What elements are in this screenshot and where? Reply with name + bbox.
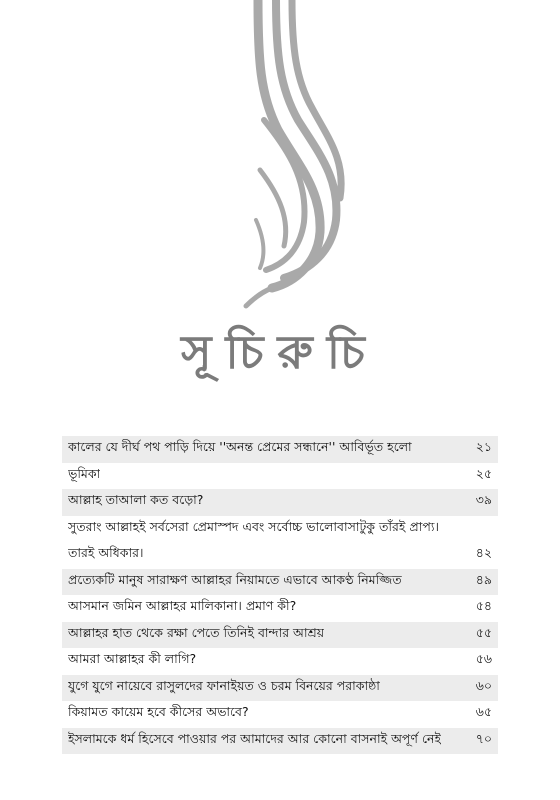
toc-entry-page: ২১ [475,439,492,455]
toc-entry-title: আল্লাহর হাত থেকে রক্ষা পেতে তিনিই বান্দার আশ্রয় [68,624,325,640]
toc-entry-page: ৬৫ [475,704,492,720]
toc-row[interactable] [62,728,498,755]
toc-entry-title: সুতরাং আল্লাহই সর্বসেরা প্রেমাস্পদ এবং সর্বোচ্চ ভালোবাসাটুকু তাঁরই প্রাপ্য। [68,518,439,534]
toc-entry-title: আল্লাহ তাআলা কত বড়ো? [68,492,204,508]
toc-entry-page: ৫৬ [475,651,492,667]
toc-row[interactable] [62,436,498,463]
toc-row[interactable] [62,489,498,516]
toc-entry-title: ইসলামকে ধর্ম হিসেবে পাওয়ার পর আমাদের আর কোনো বাসনাই অপূর্ণ নেই [68,730,441,746]
leaf-ornament-icon [200,0,360,310]
table-of-contents [62,436,498,754]
toc-entry-title: তারই অধিকার। [68,545,144,561]
toc-row[interactable] [62,542,498,569]
toc-entry-page: ৭০ [475,730,492,746]
toc-row[interactable] [62,701,498,728]
toc-row[interactable] [62,622,498,649]
toc-row[interactable] [62,569,498,596]
toc-entry-page: ৫৪ [475,598,492,614]
toc-entry-title: কিয়ামত কায়েম হবে কীসের অভাবে? [68,704,249,720]
toc-entry-page: ৬০ [475,677,492,693]
toc-row[interactable] [62,648,498,675]
toc-entry-page: ২৫ [475,465,492,481]
toc-row[interactable] [62,675,498,702]
page-title: সূচিরুচি [181,325,379,379]
toc-entry-title: ভূমিকা [68,465,101,481]
toc-row[interactable] [62,595,498,622]
toc-entry-title: আমরা আল্লাহর কী লাগি? [68,651,197,667]
toc-entry-title: প্রত্যেকটি মানুষ সারাক্ষণ আল্লাহর নিয়ামতে এভাবে আকণ্ঠ নিমজ্জিত [68,571,402,587]
toc-row[interactable] [62,463,498,490]
toc-row[interactable] [62,516,498,543]
toc-entry-title: আসমান জমিন আল্লাহর মালিকানা। প্রমাণ কী? [68,598,297,614]
toc-entry-page: ৩৯ [475,492,492,508]
toc-entry-page: ৪৯ [475,571,492,587]
toc-entry-page: ৪২ [475,545,492,561]
toc-entry-title: কালের যে দীর্ঘ পথ পাড়ি দিয়ে ''অনন্ত প্রেমের সন্ধানে'' আবির্ভূত হলো [68,439,412,455]
toc-entry-page: ৫৫ [475,624,492,640]
toc-entry-title: যুগে যুগে নায়েবে রাসুলদের ফানাইয়ত ও চরম বিনয়ের পরাকাষ্ঠা [68,677,380,693]
